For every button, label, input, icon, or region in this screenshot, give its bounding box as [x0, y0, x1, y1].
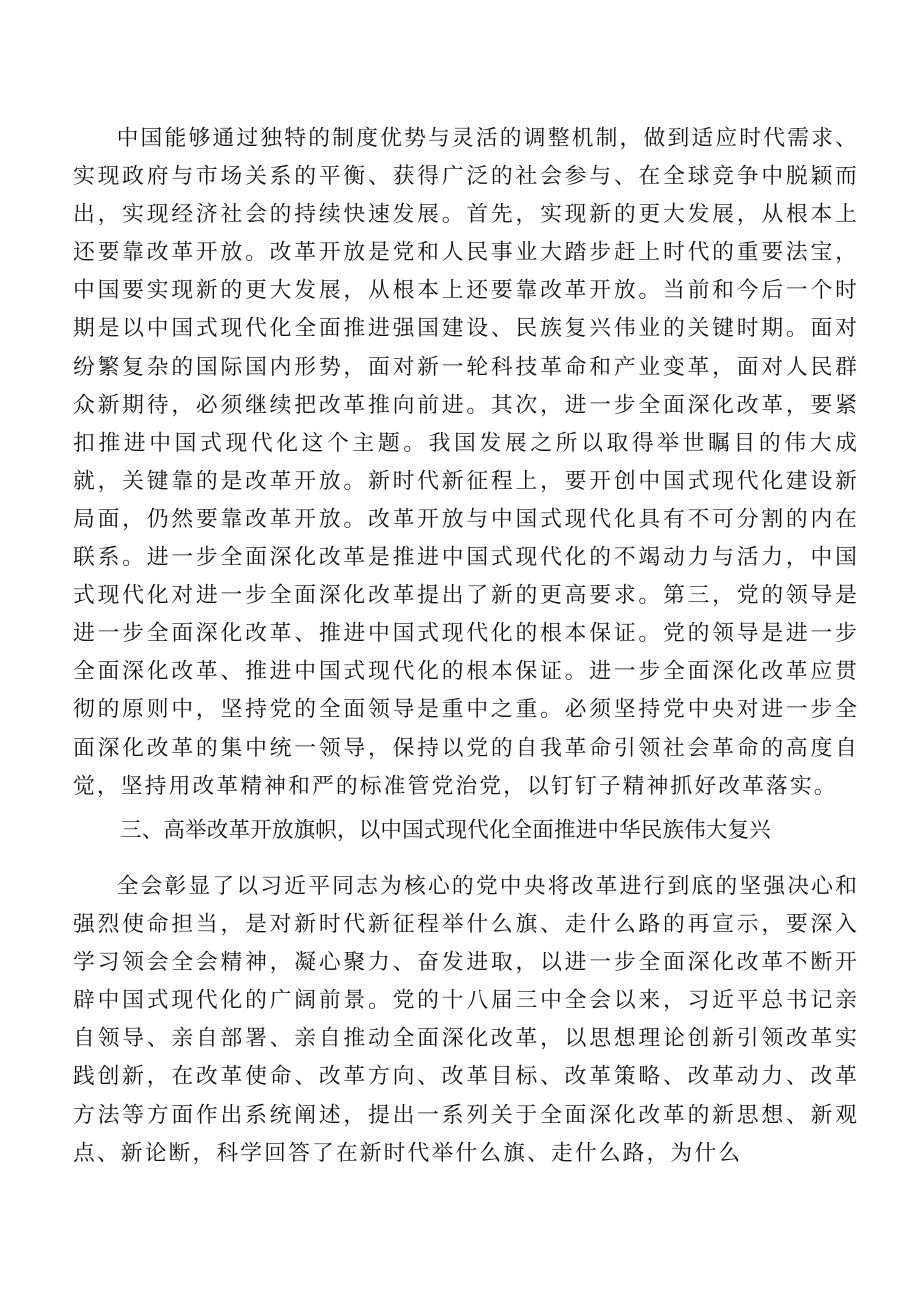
section-heading: 三、高举改革开放旗帜，以中国式现代化全面推进中华民族伟大复兴 [120, 818, 772, 843]
body-paragraph: 中国能够通过独特的制度优势与灵活的调整机制，做到适应时代需求、实现政府与市场关系的平衡、获得广泛的社会参与、在全球竞争中脱颖而出，实现经济社会的持续快速发展。首先，实现新的更大发展，从根本上还要靠改革开放。改革开放是党和人民事业大踏步赶上时代的重要法宝，中国要实现新的更大发展，从根本上还要靠改革开放。当前和今后一个时期是以中国式现代化全面推进强国建设、民族复兴伟业的关键时期。面对纷繁复杂的国际国内形势，面对新一轮科技革命和产业变革，面对人民群众新期待，必须继续把改革推向前进。其次，进一步全面深化改革，要紧扣推进中国式现代化这个主题。我国发展之所以取得举世瞩目的伟大成就，关键靠的是改革开放。新时代新征程上，要开创中国式现代化建设新局面，仍然要靠改革开放。改革开放与中国式现代化具有不可分割的内在联系。进一步全面深化改革是推进中国式现代化的不竭动力与活力，中国式现代化对进一步全面深化改革提出了新的更高要求。第三，党的领导是进一步全面深化改革、推进中国式现代化的根本保证。党的领导是进一步全面深化改革、推进中国式现代化的根本保证。进一步全面深化改革应贯彻的原则中，坚持党的全面领导是重中之重。必须坚持党中央对进一步全面深化改革的集中统一领导，保持以党的自我革命引领社会革命的高度自觉，坚持用改革精神和严的标准管党治党，以钉钉子精神抓好改革落实。 [73, 126, 859, 799]
body-paragraph: 全会彰显了以习近平同志为核心的党中央将改革进行到底的坚强决心和强烈使命担当，是对新时代新征程举什么旗、走什么路的再宣示，要深入学习领会全会精神，凝心聚力、奋发进取，以进一步全面深化改革不断开辟中国式现代化的广阔前景。党的十八届三中全会以来，习近平总书记亲自领导、亲自部署、亲自推动全面深化改革，以思想理论创新引领改革实践创新，在改革使命、改革方向、改革目标、改革策略、改革动力、改革方法等方面作出系统阐述，提出一系列关于全面深化改革的新思想、新观点、新论断，科学回答了在新时代举什么旗、走什么路，为什么 [73, 874, 859, 1166]
